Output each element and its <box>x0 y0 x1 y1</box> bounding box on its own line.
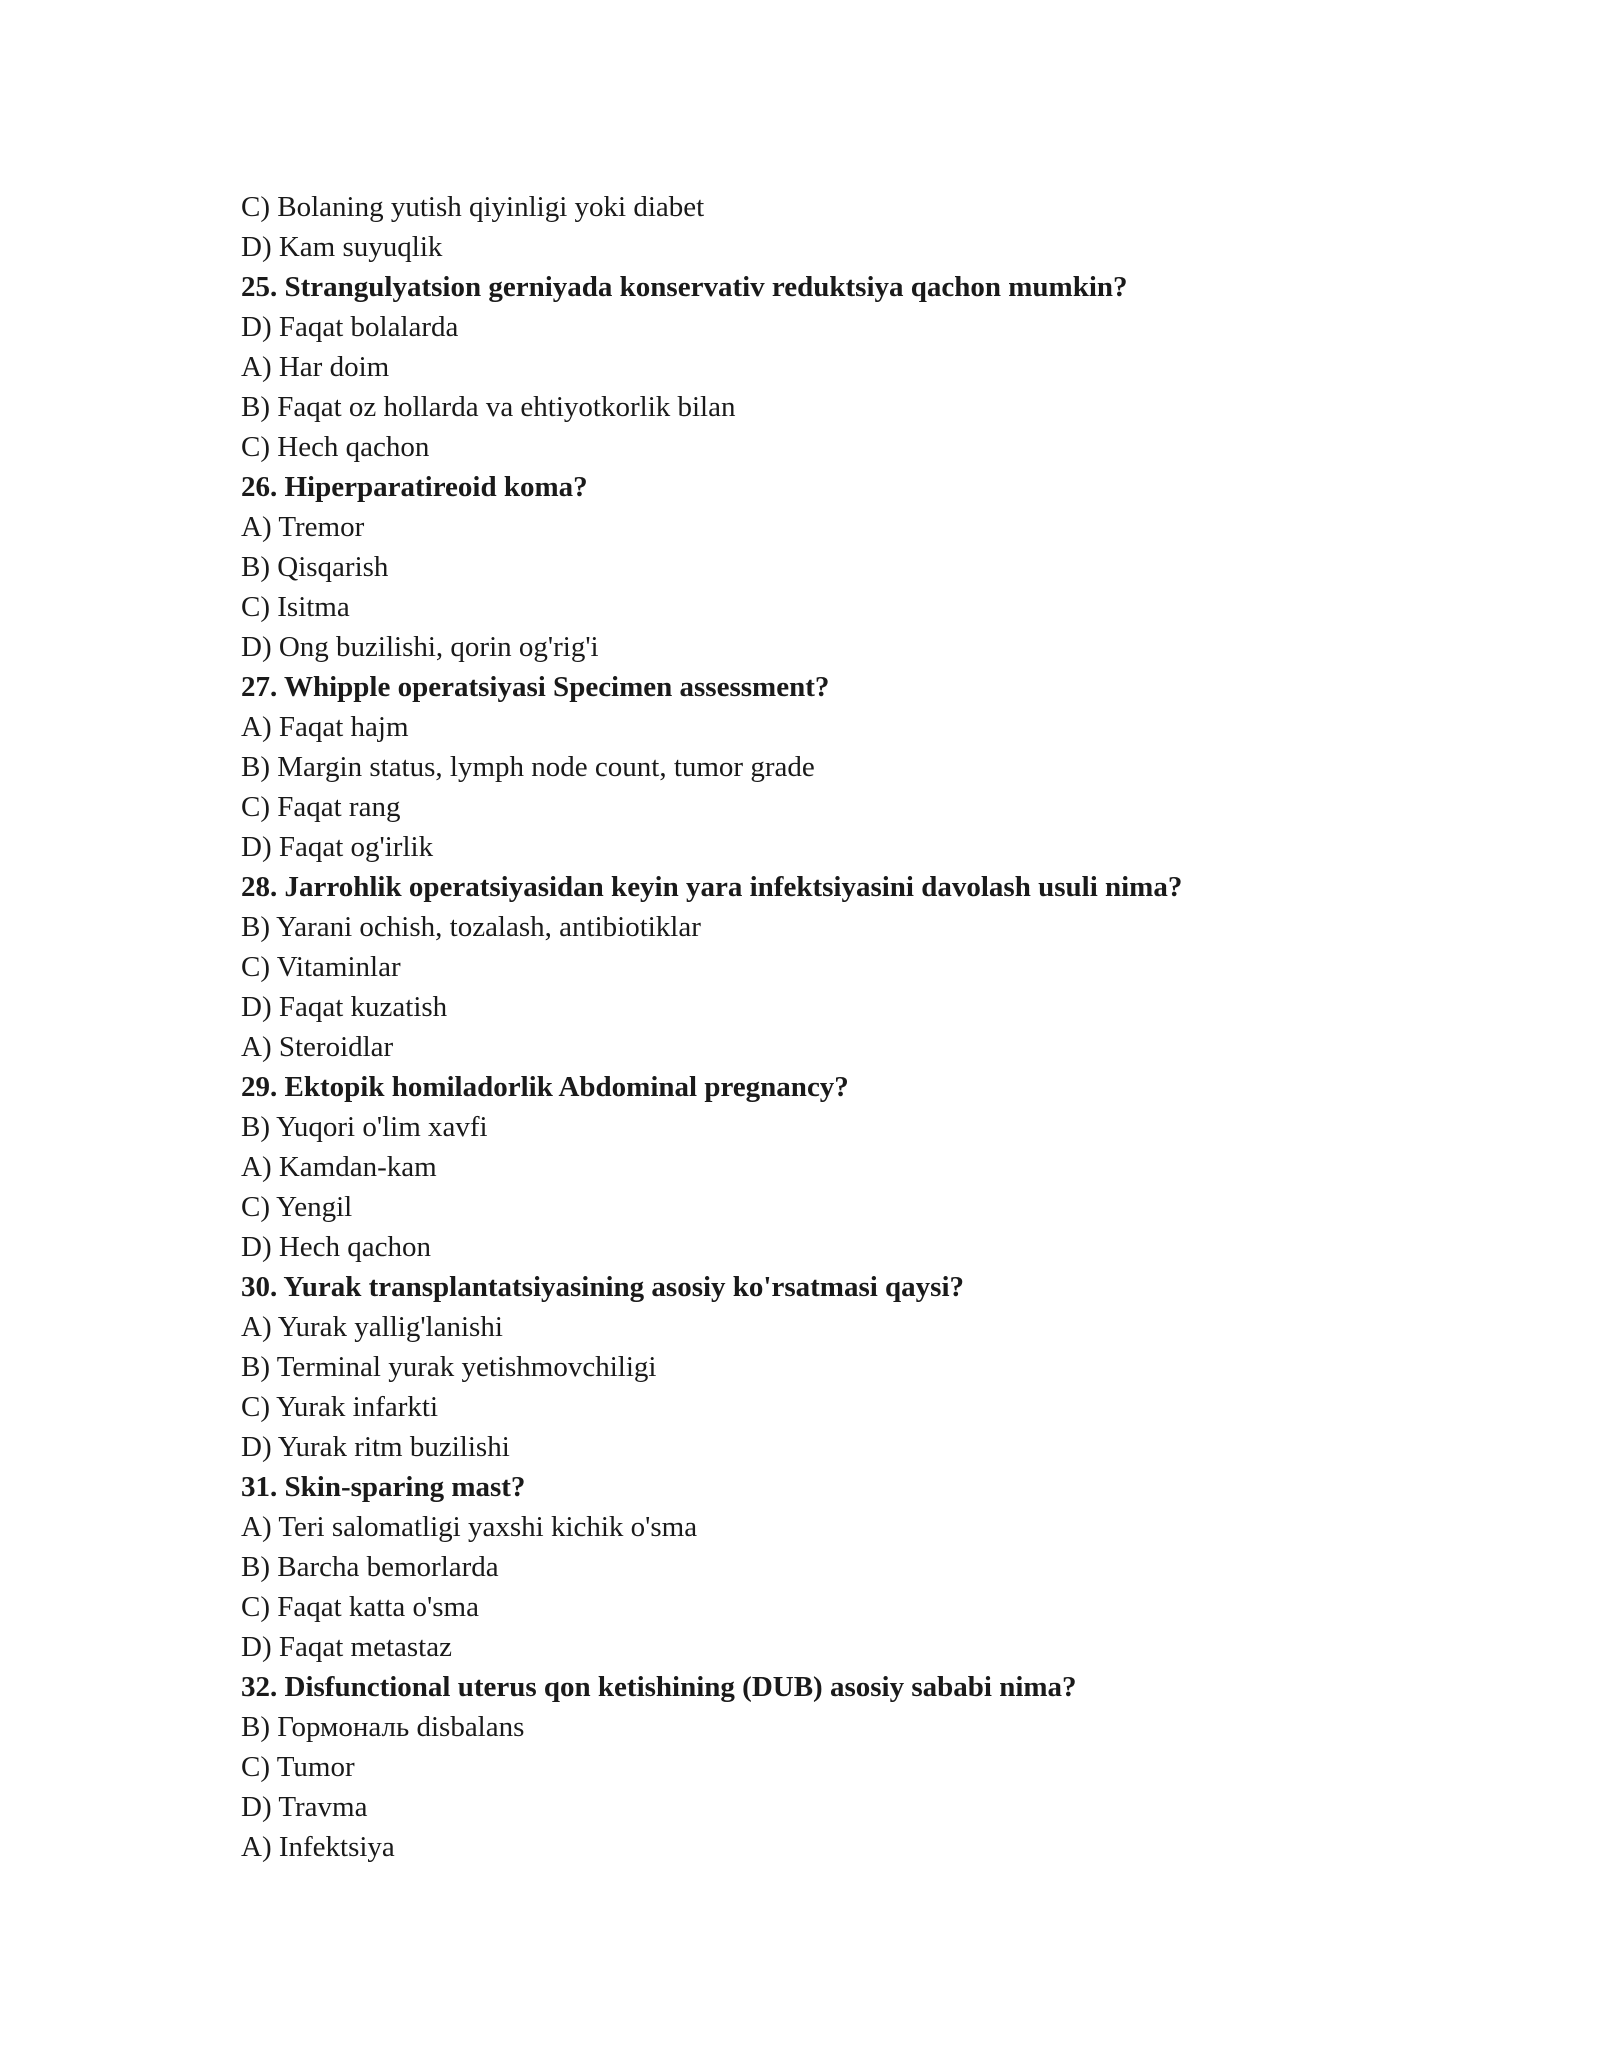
question-title: 30. Yurak transplantatsiyasining asosiy ko'rsatmasi qaysi? <box>241 1271 965 1303</box>
option-line: A) Tremor <box>241 511 365 543</box>
option-line: C) Faqat rang <box>241 791 401 823</box>
question-block-32 <box>241 1667 1391 1867</box>
question-block-29 <box>241 1067 1391 1267</box>
question-title: 26. Hiperparatireoid koma? <box>241 471 588 503</box>
question-block-25 <box>241 267 1391 467</box>
option-line: C) Tumor <box>241 1751 355 1783</box>
option-line: B) Гормональ disbalans <box>241 1711 525 1743</box>
question-title: 31. Skin-sparing mast? <box>241 1471 526 1503</box>
option-line: D) Faqat metastaz <box>241 1631 452 1663</box>
option-line: A) Yurak yallig'lanishi <box>241 1311 503 1343</box>
option-line: B) Qisqarish <box>241 551 389 583</box>
option-line: D) Faqat bolalarda <box>241 311 459 343</box>
question-title: 25. Strangulyatsion gerniyada konservativ reduktsiya qachon mumkin? <box>241 271 1128 303</box>
option-line: C) Bolaning yutish qiyinligi yoki diabet <box>241 191 705 223</box>
option-line: A) Har doim <box>241 351 390 383</box>
option-line: D) Ong buzilishi, qorin og'rig'i <box>241 631 599 663</box>
question-title: 27. Whipple operatsiyasi Specimen assessment? <box>241 671 830 703</box>
question-block-28 <box>241 867 1391 1067</box>
option-line: D) Faqat og'irlik <box>241 831 434 863</box>
question-title: 32. Disfunctional uterus qon ketishining (DUB) asosiy sababi nima? <box>241 1671 1077 1703</box>
option-line: B) Faqat oz hollarda va ehtiyotkorlik bilan <box>241 391 736 423</box>
option-line: B) Terminal yurak yetishmovchiligi <box>241 1351 657 1383</box>
option-line: A) Teri salomatligi yaxshi kichik o'sma <box>241 1511 698 1543</box>
option-line: D) Hech qachon <box>241 1231 432 1263</box>
option-line: C) Yengil <box>241 1191 353 1223</box>
option-line: B) Yuqori o'lim xavfi <box>241 1111 488 1143</box>
option-line: D) Yurak ritm buzilishi <box>241 1431 510 1463</box>
option-line: B) Margin status, lymph node count, tumor grade <box>241 751 815 783</box>
option-line: D) Kam suyuqlik <box>241 231 443 263</box>
option-line: C) Isitma <box>241 591 350 623</box>
option-line: D) Travma <box>241 1791 368 1823</box>
option-line: C) Vitaminlar <box>241 951 401 983</box>
option-line: B) Barcha bemorlarda <box>241 1551 499 1583</box>
option-line: C) Faqat katta o'sma <box>241 1591 479 1623</box>
option-line: A) Infektsiya <box>241 1831 395 1863</box>
option-line: A) Steroidlar <box>241 1031 394 1063</box>
option-line: A) Kamdan-kam <box>241 1151 437 1183</box>
option-line: B) Yarani ochish, tozalash, antibiotiklar <box>241 911 701 943</box>
option-line: D) Faqat kuzatish <box>241 991 448 1023</box>
question-title: 29. Ektopik homiladorlik Abdominal pregnancy? <box>241 1071 849 1103</box>
question-block-26 <box>241 467 1391 667</box>
option-line: C) Yurak infarkti <box>241 1391 439 1423</box>
leading-options <box>241 187 1391 267</box>
question-title: 28. Jarrohlik operatsiyasidan keyin yara infektsiyasini davolash usuli nima? <box>241 871 1183 903</box>
question-block-27 <box>241 667 1391 867</box>
question-block-30 <box>241 1267 1391 1467</box>
option-line: A) Faqat hajm <box>241 711 409 743</box>
document-page <box>241 187 1391 1867</box>
question-block-31 <box>241 1467 1391 1667</box>
option-line: C) Hech qachon <box>241 431 430 463</box>
